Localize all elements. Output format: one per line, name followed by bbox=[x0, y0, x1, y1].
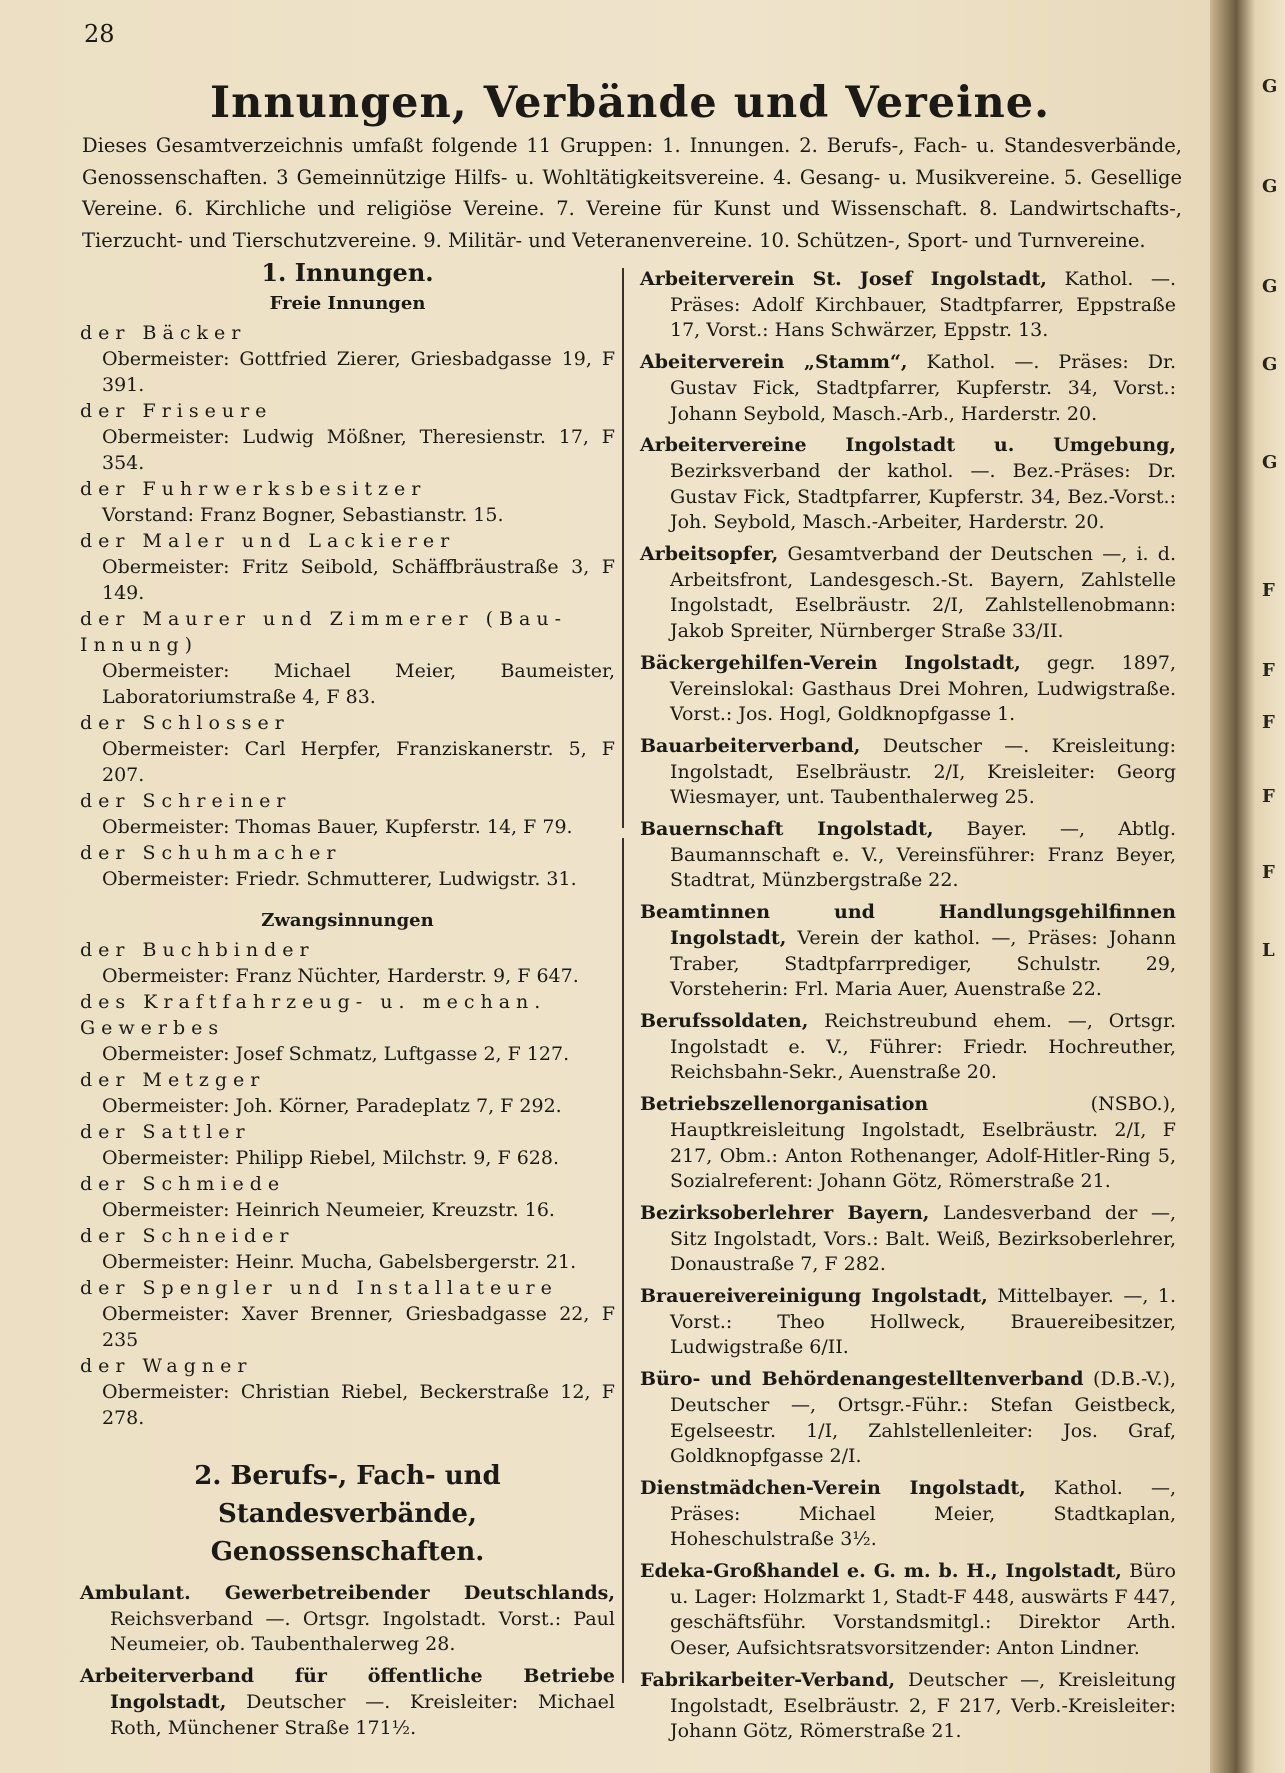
facing-page-letter: F bbox=[1262, 660, 1275, 681]
facing-page-letter: F bbox=[1262, 712, 1275, 733]
list-item bbox=[640, 1201, 1176, 1278]
entry-text: gegr. 1897, Vereinslokal: Gasthaus Drei Mohren, Ludwigstraße. Vorst.: Jos. Hogl, Goldknopfgasse 1. bbox=[670, 651, 1177, 726]
trade-detail: Obermeister: Michael Meier, Baumeister, Laboratoriumstraße 4, F 83. bbox=[102, 660, 615, 708]
list-item bbox=[80, 320, 615, 398]
entry-text: Büro u. Lager: Holzmarkt 1, Stadt-F 448, auswärts F 447, geschäftsführ. Vorstandsmitgl.: Direktor Arth. Oeser, Aufsichtsratsvorsitzender: Anton Lindner. bbox=[670, 1560, 1176, 1660]
trade-detail: Obermeister: Heinrich Neumeier, Kreuzstr. 16. bbox=[102, 1199, 555, 1221]
trade-name: der Schreiner bbox=[80, 790, 292, 812]
column-divider bbox=[622, 838, 624, 1683]
trade-detail: Obermeister: Carl Herpfer, Franziskanerstr. 5, F 207. bbox=[102, 738, 615, 786]
entry-text: Verein der kathol. —, Präses: Johann Traber, Stadtpfarrprediger, Schulstr. 29, Vorsteherin: Frl. Maria Auer, Auenstraße 22. bbox=[670, 926, 1176, 1001]
entry-text: Deutscher —. Kreisleitung: Ingolstadt, Eselbräustr. 2/I, Kreisleiter: Georg Wiesmayer, unt. Taubenthalerweg 25. bbox=[670, 734, 1176, 809]
trade-detail: Obermeister: Friedr. Schmutterer, Ludwigstr. 31. bbox=[102, 868, 577, 890]
entry-name: Edeka-Großhandel e. G. m. b. H., Ingolstadt, bbox=[640, 1560, 1122, 1583]
entry-name: Arbeiterverein St. Josef Ingolstadt, bbox=[640, 268, 1047, 290]
trade-detail: Vorstand: Franz Bogner, Sebastianstr. 15. bbox=[102, 504, 504, 526]
mandatory-guild-list bbox=[80, 937, 615, 1431]
entry-text: Landesverband der —, Sitz Ingolstadt, Vors.: Balt. Weiß, Bezirksoberlehrer, Donaustraße 7, F 282. bbox=[670, 1201, 1176, 1276]
entry-text: Kathol. —. Präses: Adolf Kirchbauer, Stadtpfarrer, Eppstraße 17, Vorst.: Hans Schwärzer, Eppstr. 13. bbox=[670, 268, 1176, 342]
list-item bbox=[80, 398, 615, 476]
trade-name: der Schlosser bbox=[80, 712, 290, 734]
entry-text: Reichsverband —. Ortsgr. Ingolstadt. Vorst.: Paul Neumeier, ob. Taubenthalerweg 28. bbox=[110, 1607, 615, 1656]
trade-name: der Friseure bbox=[80, 400, 273, 422]
entry-text: Kathol. —, Präses: Michael Meier, Stadtkaplan, Hoheschulstraße 3½. bbox=[670, 1476, 1176, 1551]
entry-name: Bauarbeiterverband, bbox=[640, 734, 861, 757]
section-1-heading: 1. Innungen. bbox=[261, 258, 434, 287]
entry-name: Arbeitervereine Ingolstadt u. Umgebung, bbox=[640, 434, 1176, 457]
list-item bbox=[80, 1353, 615, 1431]
trade-name: der Schmiede bbox=[80, 1173, 286, 1195]
trade-name: der Fuhrwerksbesitzer bbox=[80, 478, 427, 500]
trade-detail: Obermeister: Fritz Seibold, Schäffbräustraße 3, F 149. bbox=[102, 556, 615, 604]
trade-name: des Kraftfahrzeug- u. mechan. Gewerbes bbox=[80, 991, 547, 1039]
left-entry-list bbox=[80, 1581, 615, 1741]
list-item bbox=[80, 1223, 615, 1275]
list-item bbox=[640, 817, 1176, 894]
list-item bbox=[80, 1664, 615, 1741]
list-item bbox=[80, 1119, 615, 1171]
mandatory-guilds-heading: Zwangsinnungen bbox=[261, 910, 434, 931]
free-guilds-heading: Freie Innungen bbox=[269, 293, 426, 314]
trade-detail: Obermeister: Joh. Körner, Paradeplatz 7, F 292. bbox=[102, 1095, 562, 1117]
entry-name: Dienstmädchen-Verein Ingolstadt, bbox=[640, 1476, 1026, 1499]
intro-paragraph: Dieses Gesamtverzeichnis umfaßt folgende 11 Gruppen: 1. Innungen. 2. Berufs-, Fach- u. Standesverbände, Genossenschaften. 3 Gemeinnützige Hilfs- u. Wohltätigkeitsvereine. 4. Gesang- u. Musikvereine. 5. Gesellige Vereine. 6. Kirchliche und religiöse Vereine. 7. Vereine für Kunst und Wissenschaft. 8. Landwirtschafts-, Tierzucht- und Tierschutzvereine. 9. Militär- und Veteranenvereine. 10. Schützen-, Sport- und Turnvereine. bbox=[82, 134, 1182, 252]
trade-detail: Obermeister: Xaver Brenner, Griesbadgasse 22, F 235 bbox=[102, 1303, 615, 1351]
list-item bbox=[80, 528, 615, 606]
entry-name: Betriebszellenorganisation bbox=[640, 1093, 929, 1116]
entry-name: Arbeiterverband für öffentliche Betriebe Ingolstadt, bbox=[80, 1665, 615, 1713]
left-column bbox=[80, 257, 615, 1747]
list-item bbox=[640, 651, 1176, 728]
entry-name: Abeiterverein „Stamm“, bbox=[640, 351, 908, 374]
list-item bbox=[80, 1067, 615, 1119]
list-item bbox=[640, 1284, 1176, 1361]
entry-name: Arbeitsopfer, bbox=[640, 543, 779, 566]
entry-name: Bäckergehilfen-Verein Ingolstadt, bbox=[640, 651, 1021, 674]
entry-text: Deutscher —, Kreisleitung Ingolstadt, Eselbräustr. 2, F 217, Verb.-Kreisleiter: Johann Götz, Römerstraße 21. bbox=[670, 1668, 1176, 1743]
facing-page-letter: G bbox=[1262, 76, 1278, 97]
list-item bbox=[640, 542, 1176, 645]
entry-text: Gesamtverband der Deutschen —, i. d. Arbeitsfront, Landesgesch.-St. Bayern, Zahlstelle Ingolstadt, Eselbräustr. 2/I, Zahlstellenobmann: Jakob Spreiter, Nürnberger Straße 33/II. bbox=[670, 543, 1176, 643]
list-item bbox=[80, 937, 615, 989]
trade-name: der Buchbinder bbox=[80, 939, 315, 961]
right-column bbox=[640, 267, 1176, 1751]
trade-name: der Metzger bbox=[80, 1069, 266, 1091]
entry-name: Fabrikarbeiter-Verband, bbox=[640, 1668, 896, 1691]
entry-name: Brauereivereinigung Ingolstadt, bbox=[640, 1285, 988, 1308]
list-item bbox=[80, 476, 615, 528]
entry-text: Reichstreubund ehem. —, Ortsgr. Ingolstadt e. V., Führer: Friedr. Hochreuther, Reichsbahn-Sekr., Auenstraße 20. bbox=[670, 1009, 1176, 1084]
section-2-heading-line: 2. Berufs-, Fach- und Standesverbände, bbox=[194, 1461, 501, 1529]
section-2-heading bbox=[80, 1457, 615, 1571]
trade-detail: Obermeister: Josef Schmatz, Luftgasse 2, F 127. bbox=[102, 1043, 570, 1065]
entry-text: (D.B.-V.), Deutscher —, Ortsgr.-Führ.: Stefan Geistbeck, Egelseestr. 1/I, Zahlstellenleiter: Jos. Graf, Goldknopfgasse 2/I. bbox=[670, 1368, 1176, 1468]
section-2-heading-line: Genossenschaften. bbox=[210, 1537, 485, 1567]
entry-name: Beamtinnen und Handlungsgehilfinnen Ingolstadt, bbox=[640, 901, 1176, 949]
list-item bbox=[640, 350, 1176, 427]
entry-text: Kathol. —. Präses: Dr. Gustav Fick, Stadtpfarrer, Kupferstr. 34, Vorst.: Johann Seybold, Masch.-Arb., Harderstr. 20. bbox=[670, 351, 1176, 425]
trade-name: der Spengler und Installateure bbox=[80, 1277, 558, 1299]
list-item bbox=[640, 900, 1176, 1003]
trade-name: der Wagner bbox=[80, 1355, 253, 1377]
entry-name: Berufssoldaten, bbox=[640, 1009, 809, 1032]
entry-name: Ambulant. Gewerbetreibender Deutschlands, bbox=[80, 1582, 615, 1604]
list-item bbox=[80, 989, 615, 1067]
list-item bbox=[640, 1668, 1176, 1745]
list-item bbox=[80, 1275, 615, 1353]
entry-text: Bezirksverband der kathol. —. Bez.-Präses: Dr. Gustav Fick, Stadtpfarrer, Kupferstr. 34, Bez.-Vorst.: Joh. Seybold, Masch.-Arbeiter, Harderstr. 20. bbox=[670, 459, 1176, 534]
list-item bbox=[80, 1171, 615, 1223]
free-guild-list bbox=[80, 320, 615, 892]
list-item bbox=[640, 1009, 1176, 1086]
page-gutter bbox=[1210, 0, 1285, 1773]
trade-detail: Obermeister: Gottfried Zierer, Griesbadgasse 19, F 391. bbox=[102, 348, 615, 396]
list-item bbox=[640, 1367, 1176, 1470]
list-item bbox=[80, 606, 615, 710]
entry-text: Mittelbayer. —, 1. Vorst.: Theo Hollweck, Brauereibesitzer, Ludwigstraße 6/II. bbox=[670, 1285, 1176, 1359]
facing-page-letter: F bbox=[1262, 786, 1275, 807]
entry-text: (NSBO.), Hauptkreisleitung Ingolstadt, Eselbräustr. 2/I, F 217, Obm.: Anton Rothenanger, Adolf-Hitler-Ring 5, Sozialreferent: Johann Götz, Römerstraße 21. bbox=[670, 1093, 1176, 1193]
facing-page-letter: G bbox=[1262, 276, 1278, 297]
trade-detail: Obermeister: Christian Riebel, Beckerstraße 12, F 278. bbox=[102, 1381, 615, 1429]
entry-text: Deutscher —. Kreisleiter: Michael Roth, Münchener Straße 171½. bbox=[110, 1690, 615, 1739]
list-item bbox=[640, 1092, 1176, 1195]
facing-page-letter: G bbox=[1262, 354, 1278, 375]
entry-name: Bezirksoberlehrer Bayern, bbox=[640, 1201, 930, 1224]
page-title: Innungen, Verbände und Vereine. bbox=[209, 78, 1051, 128]
trade-name: der Sattler bbox=[80, 1121, 251, 1143]
facing-page-letter: F bbox=[1262, 862, 1275, 883]
list-item bbox=[80, 788, 615, 840]
list-item bbox=[640, 1559, 1176, 1662]
facing-page-letter: G bbox=[1262, 452, 1278, 473]
entry-name: Büro- und Behördenangestelltenverband bbox=[640, 1368, 1084, 1391]
trade-detail: Obermeister: Franz Nüchter, Harderstr. 9, F 647. bbox=[102, 965, 579, 987]
trade-name: der Schuhmacher bbox=[80, 842, 342, 864]
facing-page-letter: L bbox=[1262, 940, 1275, 961]
page-number: 28 bbox=[84, 20, 115, 48]
trade-name: der Maurer und Zimmerer (Bau-Innung) bbox=[80, 608, 568, 656]
entry-name: Bauernschaft Ingolstadt, bbox=[640, 818, 934, 841]
trade-detail: Obermeister: Philipp Riebel, Milchstr. 9, F 628. bbox=[102, 1147, 560, 1169]
trade-detail: Obermeister: Heinr. Mucha, Gabelsbergerstr. 21. bbox=[102, 1251, 577, 1273]
trade-detail: Obermeister: Ludwig Mößner, Theresienstr. 17, F 354. bbox=[102, 426, 615, 474]
trade-name: der Maler und Lackierer bbox=[80, 530, 456, 552]
trade-name: der Schneider bbox=[80, 1225, 295, 1247]
list-item bbox=[640, 1476, 1176, 1553]
list-item bbox=[80, 710, 615, 788]
entry-text: Bayer. —, Abtlg. Baumannschaft e. V., Vereinsführer: Franz Beyer, Stadtrat, Münzbergstraße 22. bbox=[670, 818, 1177, 892]
list-item bbox=[80, 840, 615, 892]
list-item bbox=[80, 1581, 615, 1658]
facing-page-letter: F bbox=[1262, 580, 1275, 601]
list-item bbox=[640, 433, 1176, 536]
column-divider bbox=[622, 268, 624, 828]
trade-detail: Obermeister: Thomas Bauer, Kupferstr. 14, F 79. bbox=[102, 816, 573, 838]
facing-page-letter: G bbox=[1262, 176, 1278, 197]
list-item bbox=[640, 734, 1176, 811]
list-item bbox=[640, 267, 1176, 344]
trade-name: der Bäcker bbox=[80, 322, 247, 344]
